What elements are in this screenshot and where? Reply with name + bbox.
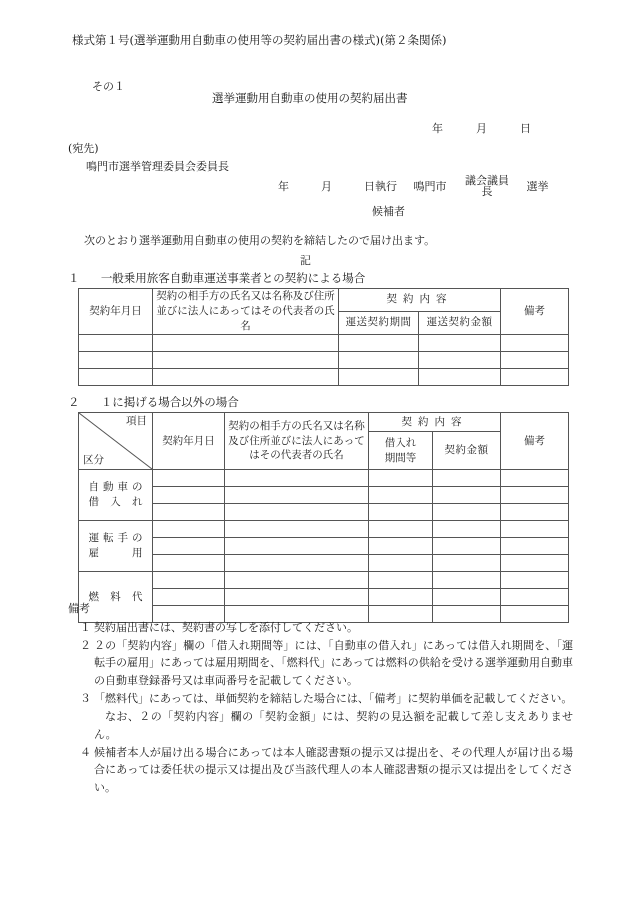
category-line1: 燃料代 [88, 590, 143, 603]
election-year-label: 年 [278, 180, 289, 193]
cell-period[interactable] [369, 555, 433, 572]
cell-remarks[interactable] [501, 487, 569, 504]
table-row[interactable] [79, 504, 569, 521]
category-cell-driver-employment [79, 521, 153, 572]
table-row[interactable] [79, 334, 569, 351]
cell-date[interactable] [153, 487, 225, 504]
submission-day-label: 日 [520, 122, 531, 135]
cell-amount[interactable] [433, 504, 501, 521]
th-contract-content: 契約内容 [369, 413, 501, 432]
cell-date[interactable] [153, 572, 225, 589]
cell-period[interactable] [369, 487, 433, 504]
cell-amount[interactable] [433, 487, 501, 504]
cell-date[interactable] [153, 504, 225, 521]
form-number-heading: 様式第１号(選挙運動用自動車の使用等の契約届出書の様式)(第２条関係) [72, 33, 447, 47]
th-contract-date: 契約年月日 [153, 413, 225, 470]
note-body [94, 619, 573, 637]
th-borrow-period-line2: 期間等 [384, 451, 417, 464]
th-contract-amount: 契約金額 [433, 432, 501, 470]
cell-date[interactable] [79, 334, 153, 351]
candidate-label: 候補者 [372, 205, 405, 218]
cell-period[interactable] [339, 368, 419, 385]
th-item-category-split [79, 413, 153, 470]
table-row[interactable] [79, 521, 569, 538]
cell-counterparty[interactable] [225, 521, 369, 538]
note-item [68, 619, 573, 637]
election-month-label: 月 [321, 180, 332, 193]
th-transport-period: 運送契約期間 [339, 311, 419, 334]
table-row[interactable] [79, 470, 569, 487]
note-number: ３ [80, 692, 91, 706]
election-office-stack [465, 175, 509, 197]
contract-table-2 [78, 412, 569, 623]
cell-counterparty[interactable] [225, 487, 369, 504]
addressee-label: (宛先) [68, 142, 99, 155]
th-transport-amount: 運送契約金額 [419, 311, 501, 334]
cell-counterparty[interactable] [153, 368, 339, 385]
table2-header-row-1 [79, 413, 569, 432]
section2-heading [68, 394, 239, 412]
cell-date[interactable] [153, 538, 225, 555]
cell-remarks[interactable] [501, 504, 569, 521]
th-remarks: 備考 [501, 413, 569, 470]
category-line1: 運転手の [88, 532, 143, 545]
notes-title: 備考 [68, 602, 90, 615]
th-contract-content: 契約内容 [339, 289, 501, 312]
table-row[interactable] [79, 487, 569, 504]
cell-amount[interactable] [433, 572, 501, 589]
notes-section [68, 600, 573, 797]
cell-remarks[interactable] [501, 470, 569, 487]
th-borrow-period-line1: 借入れ [384, 436, 417, 449]
intro-sentence: 次のとおり選挙運動用自動車の使用の契約を締結したので届け出ます。 [84, 234, 436, 247]
cell-amount[interactable] [419, 368, 501, 385]
election-suffix-label: 選挙 [526, 180, 549, 193]
th-counterparty: 契約の相手方の氏名又は名称及び住所並びに法人にあってはその代表者の氏名 [153, 289, 339, 335]
category-line2: 借入れ [88, 496, 143, 508]
election-city-label: 鳴門市 [413, 180, 447, 193]
note-number: １ [80, 620, 91, 634]
cell-period[interactable] [339, 351, 419, 368]
note-body [94, 744, 573, 797]
submission-year-label: 年 [432, 122, 443, 135]
cell-remarks[interactable] [501, 538, 569, 555]
th-item-label: 項目 [126, 415, 147, 427]
category-line1: 自動車の [88, 481, 143, 494]
ki-marker: 記 [300, 254, 311, 267]
cell-remarks[interactable] [501, 572, 569, 589]
table-row[interactable] [79, 572, 569, 589]
cell-period[interactable] [369, 470, 433, 487]
note-paragraph: ２の「契約内容」欄の「借入れ期間等」には、「自動車の借入れ」にあっては借入れ期間を、「運転手の雇用」にあっては雇用期間を、「燃料代」にあっては燃料の供給を受ける選挙運動用自動車の自動車登録番号又は車両番号を記載してください。 [94, 638, 573, 688]
section1-number: １ [68, 271, 80, 285]
election-office-line2: 長 [481, 185, 493, 198]
cell-remarks[interactable] [501, 368, 569, 385]
th-borrow-period [369, 432, 433, 470]
cell-period[interactable] [369, 572, 433, 589]
cell-amount[interactable] [419, 334, 501, 351]
cell-date[interactable] [153, 521, 225, 538]
section1-heading [68, 270, 365, 288]
election-line [278, 176, 549, 198]
note-number: ４ [80, 745, 91, 759]
cell-remarks[interactable] [501, 351, 569, 368]
section2-number: ２ [68, 395, 80, 409]
note-number: ２ [80, 638, 91, 652]
cell-counterparty[interactable] [225, 504, 369, 521]
section2-title: １に掲げる場合以外の場合 [100, 395, 239, 409]
note-paragraph: 「燃料代」にあっては、単価契約を締結した場合には、「備考」に契約単価を記載してください。 [94, 692, 573, 706]
th-contract-date: 契約年月日 [79, 289, 153, 335]
cell-period[interactable] [369, 538, 433, 555]
th-remarks: 備考 [501, 289, 569, 335]
submission-month-label: 月 [476, 122, 487, 135]
cell-amount[interactable] [419, 351, 501, 368]
cell-amount[interactable] [433, 538, 501, 555]
section1-title: 一般乗用旅客自動車運送事業者との契約による場合 [100, 271, 366, 285]
table-row[interactable] [79, 351, 569, 368]
election-day-exec-label: 日執行 [364, 180, 397, 193]
cell-counterparty[interactable] [225, 538, 369, 555]
note-item [68, 744, 573, 797]
table-row[interactable] [79, 368, 569, 385]
cell-counterparty[interactable] [225, 555, 369, 572]
cell-period[interactable] [339, 334, 419, 351]
table1-header-row-1 [79, 289, 569, 312]
cell-remarks[interactable] [501, 334, 569, 351]
cell-amount[interactable] [433, 521, 501, 538]
category-line2: 雇用 [88, 547, 143, 559]
cell-counterparty[interactable] [153, 334, 339, 351]
note-paragraph: 契約届出書には、契約書の写しを添付してください。 [94, 620, 358, 634]
cell-counterparty[interactable] [153, 351, 339, 368]
election-office-line1: 議会議員 [465, 174, 509, 187]
note-body [94, 690, 573, 743]
th-category-label: 区分 [83, 454, 104, 467]
cell-date[interactable] [153, 555, 225, 572]
table-row[interactable] [79, 555, 569, 572]
table-row[interactable] [79, 538, 569, 555]
cell-period[interactable] [369, 504, 433, 521]
note-item [68, 690, 573, 743]
note-paragraph-continued: なお、２の「契約内容」欄の「契約金額」には、契約の見込額を記載して差し支えありません。 [94, 709, 573, 741]
cell-remarks[interactable] [501, 521, 569, 538]
cell-date[interactable] [153, 470, 225, 487]
note-body [94, 637, 573, 690]
cell-date[interactable] [79, 351, 153, 368]
cell-counterparty[interactable] [225, 572, 369, 589]
note-item [68, 637, 573, 690]
submission-date-line [432, 120, 531, 137]
cell-counterparty[interactable] [225, 470, 369, 487]
page-title: 選挙運動用自動車の使用の契約届出書 [212, 91, 408, 105]
th-counterparty: 契約の相手方の氏名又は名称及び住所並びに法人にあってはその代表者の氏名 [225, 413, 369, 470]
category-cell-vehicle-rental [79, 470, 153, 521]
cell-remarks[interactable] [501, 555, 569, 572]
addressee-name: 鳴門市選挙管理委員会委員長 [86, 160, 229, 173]
contract-table-1 [78, 288, 569, 386]
subform-label: その１ [92, 80, 125, 93]
cell-amount[interactable] [433, 555, 501, 572]
note-paragraph: 候補者本人が届け出る場合にあっては本人確認書類の提示又は提出を、その代理人が届け出る場合にあっては委任状の提示又は提出及び当該代理人の本人確認書類の提示又は提出をしてください。 [94, 745, 573, 795]
cell-date[interactable] [79, 368, 153, 385]
cell-period[interactable] [369, 521, 433, 538]
cell-amount[interactable] [433, 470, 501, 487]
